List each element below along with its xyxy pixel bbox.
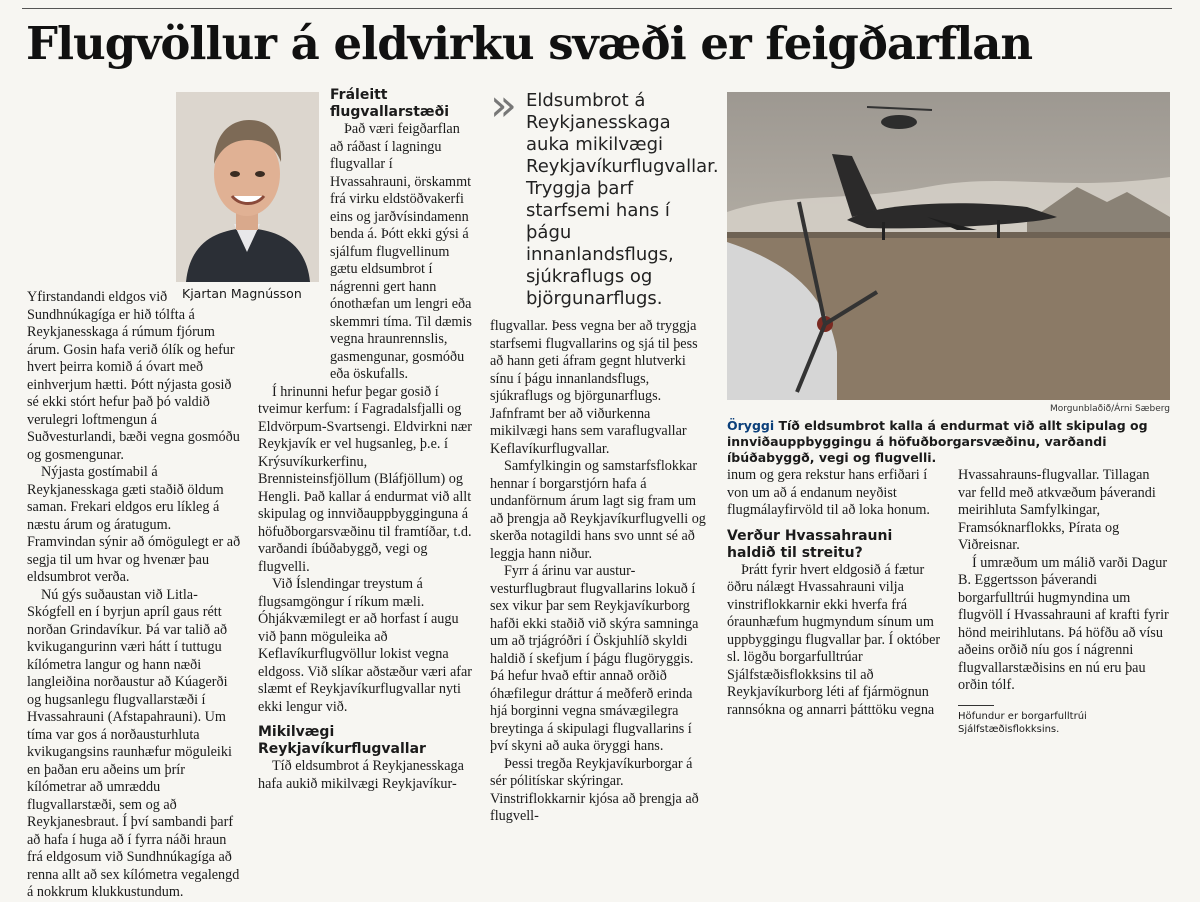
- paragraph: Nýjasta gostímabil á Reykjanesskaga gæti staðið öldum saman. Frekari eldgos eru líkleg á næstu árum og áratugum. Framvindan sýnir að ómögulegt er að segja til um hvar og hvenær þau eldsumbrot verða.: [27, 464, 241, 585]
- author-name: Kjartan Magnússon: [182, 286, 302, 301]
- photo-credit: Morgunblaðið/Árni Sæberg: [1049, 404, 1170, 414]
- paragraph: Fyrr á árinu var austur-vesturflugbraut flugvallarins lokuð í sex vikur þar sem Reykjavíkurborg hafði ekki staðið við skýra samninga um að trjágróðri í Öskjuhlíð skyldi haldið í skefjum í þágu flugöryggis. Þá hefur hvað eftir annað orðið óhæfilegur dráttur á meðferð erinda hjá borginni vegna smávægilegra breytinga á skipulagi flugvallarins í því skyni að auka öryggi hans.: [490, 563, 699, 754]
- paragraph: Yfirstandandi eldgos við Sundhnúkagíga er hið tólfta á Reykjanesskaga á rúmum fjórum árum. Gosin hafa verið ólík og hefur hvert þeirra komið á óvart með einhverjum hætti. Þótt nýjasta gosið sé ekki stórt hefur það þó valdið verulegri loftmengun á Suðvesturlandi, bæði vegna gosmóðu og gosmengunar.: [27, 289, 240, 463]
- paragraph: Tíð eldsumbrot á Reykjanesskaga hafa aukið mikilvægi Reykjavíkur-: [258, 758, 464, 792]
- paragraph: Í hrinunni hefur þegar gosið í tveimur kerfum: í Fagradalsfjalli og Eldvörpum-Svartsengi. Eldvirkni nær Reykjavík er vel hugsanleg, þ.e. í Krýsuvíkurkerfinu, Brennisteinsfjöllum (Bláfjöllum) og Hengli. Það kallar á endurmat við allt skipulag og innviðauppbygginguna á höfuðborgarsvæðinu til framtíðar, t.d. varðandi íbúðabyggð, vegi og flugvelli.: [258, 383, 472, 575]
- paragraph: Hvassahrauns-flugvallar. Tillagan var felld með atkvæðum þáverandi meirihluta Samfylkingar, Framsóknarflokks, Pírata og Viðreisnar.: [958, 467, 1156, 553]
- news-photo: [727, 92, 1170, 400]
- column-5: [958, 467, 1170, 736]
- footnote-rule: [958, 705, 994, 706]
- pull-quote: » Eldsumbrot á Reykjanesskaga auka mikilvægi Reykjavíkurflugvallar. Tryggja þarf starfsemi hans í þágu innanlandsflugs, sjúkraflugs og björgunarflugs.: [490, 80, 719, 309]
- paragraph: Við Íslendingar treystum á flugsamgöngur í ríkum mæli. Óhjákvæmilegt er að horfast í augu við þann möguleika að Keflavíkurflugvöllur lokist vegna eldgoss. Við slíkar aðstæður væri afar slæmt ef Reykjavíkurflugvallar nyti ekki lengur við.: [258, 576, 473, 715]
- paragraph: Nú gýs suðaustan við Litla-Skógfell en í byrjun apríl gaus rétt norðan Grindavíkur. Þá var talið að kvikugangurinn væri hátt í tuttugu kílómetra langur og hann næði langleiðina norðaustur að Kúagerði og hugsanlegu flugvallarstæði í Hvassahrauni (Afstapahrauni). Um tíma var gos á norðausturhluta kvikugangsins raunhæfur möguleiki en þaðan eru aðeins um þrír kílómetrar að umræddu flugvallarstæði, sem og að Reykjanesbraut. Í því sambandi þarf að hafa í huga að í fyrra náði hraun frá eldgosum við Sundhnúkagíga að renna allt að sex kílómetra vegalengd á nokkrum klukkustundum.: [27, 586, 240, 900]
- headline: Flugvöllur á eldvirku svæði er feigðarflan: [26, 17, 1033, 70]
- column-4: [727, 467, 941, 719]
- paragraph: Þrátt fyrir hvert eldgosið á fætur öðru nálægt Hvassahrauni vilja vinstriflokkarnir ekki hverfa frá óraunhæfum hugmyndum sínum um uppbyggingu flugvallar þar. Í október sl. lögðu borgarfulltrúar Sjálfstæðisflokksins til að Reykjavíkurborg léti af fjármögnun rannsókna og annarri þátttöku vegna: [727, 561, 941, 718]
- quote-mark-icon: »: [490, 80, 517, 131]
- caption-text: Tíð eldsumbrot kalla á endurmat við allt skipulag og innviðauppbyggingu á höfuðborgarsvæðinu, varðandi íbúðabyggð, vegi og flugvelli.: [727, 418, 1148, 465]
- paragraph: Það væri feigðarflan að ráðast í lagningu flugvallar í Hvassahrauni, örskammt frá virku eldstöðvakerfi eins og jarðvísindamenn benda á. Þótt ekki gýsi á sjálfum flugvellinum gætu eldsumbrot í nágrenni gert hann ónothæfan um lengri eða skemmri tíma. Til dæmis vegna hraunrennslis, gasmengunar, gosmóðu eða öskufalls.: [330, 121, 472, 382]
- paragraph: Þessi tregða Reykjavíkurborgar á sér pólitískar skýringar. Vinstriflokkarnir kjósa að þrengja að flugvell-: [490, 755, 699, 824]
- author-footnote: Höfundur er borgarfulltrúi Sjálfstæðisflokksins.: [958, 710, 1087, 735]
- column-2: [258, 87, 476, 793]
- caption-lead: Öryggi: [727, 418, 775, 433]
- paragraph: Í umræðum um málið varði Dagur B. Eggertsson þáverandi borgarfulltrúi hugmyndina um flugvöll í Hvassahrauni af krafti fyrir hönd meirihlutans. Þá höfðu að vísu aðeins orðið níu gos í nágrenni flugvallarstæðisins en nú eru þau orðin tólf.: [958, 554, 1169, 693]
- photo-caption: [727, 418, 1170, 466]
- paragraph: inum og gera rekstur hans erfiðari í von um að á endanum neyðist flugmálayfirvöld til að loka honum.: [727, 467, 930, 518]
- subheading: Fráleitt flugvallarstæði: [330, 87, 449, 120]
- subheading: Mikilvægi Reykjavíkurflugvallar: [258, 724, 426, 757]
- portrait-space: [97, 90, 243, 285]
- column-3: [490, 80, 719, 826]
- subheading: Verður Hvassahrauni haldið til streitu?: [727, 527, 893, 561]
- top-rule: [22, 8, 1172, 9]
- paragraph: flugvallar. Þess vegna ber að tryggja starfsemi flugvallarins og sjá til þess að hann geti áfram gegnt hlutverki sínu í þágu innanlandsflugs, sjúkraflugs og björgunarflugs. Jafnframt ber að viðurkenna mikilvægi hans sem varaflugvallar Keflavíkurflugvallar.: [490, 318, 698, 457]
- column-1: [27, 90, 243, 902]
- paragraph: Samfylkingin og samstarfsflokkar hennar í borgarstjórn hafa á undanförnum árum lagt sig fram um að þrengja að Reykjavíkurflugvelli og skerða notagildi hans svo unnt sé að leggja hann niður.: [490, 458, 706, 562]
